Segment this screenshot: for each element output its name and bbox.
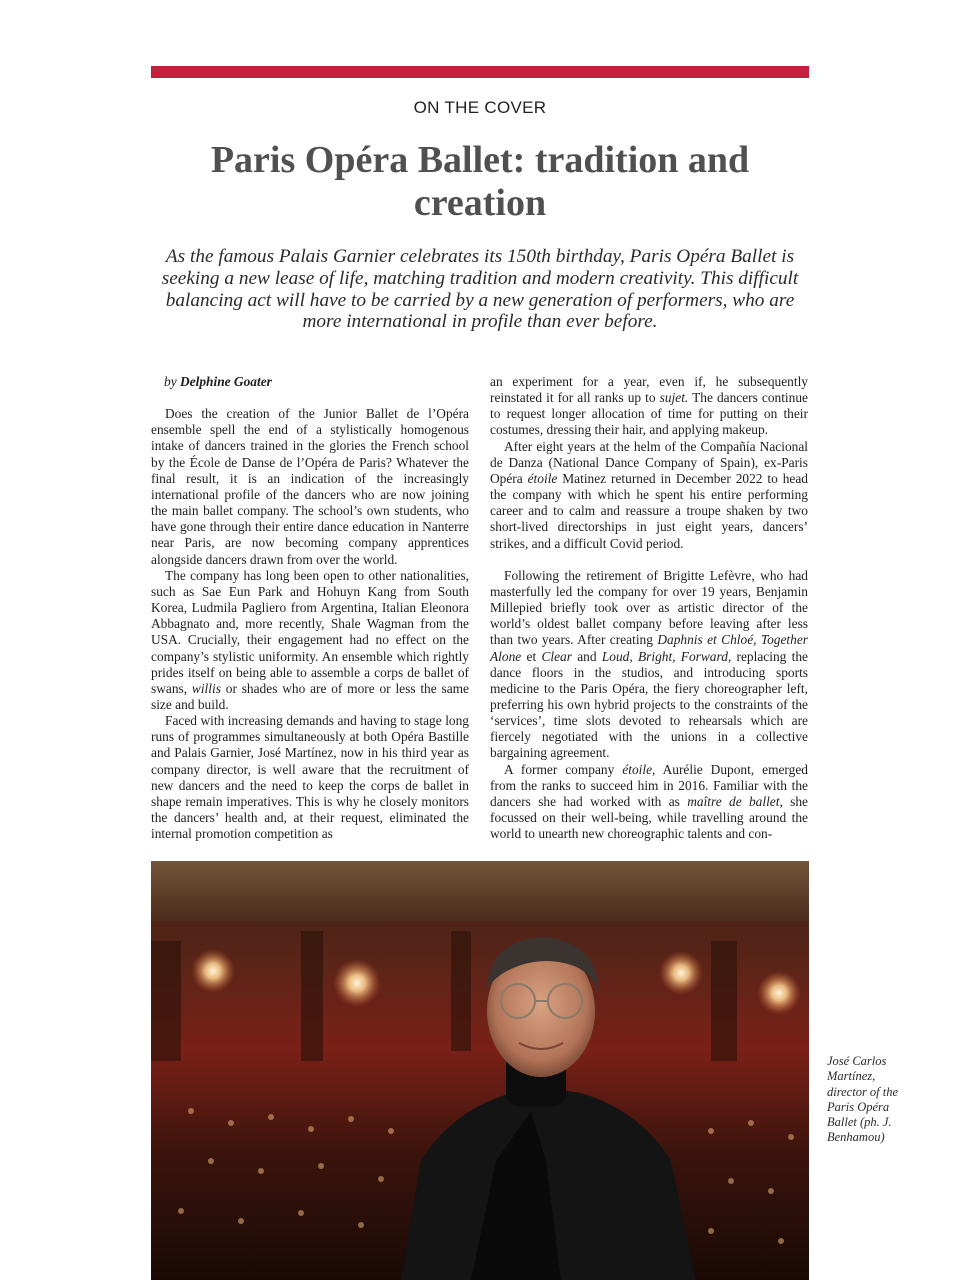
section-rule xyxy=(151,66,809,78)
section-kicker: ON THE COVER xyxy=(413,98,547,117)
article-column-right xyxy=(490,374,808,842)
author-name: Delphine Goater xyxy=(180,374,272,389)
article-headline: Paris Opéra Ballet: tradition and creation xyxy=(210,139,750,224)
portrait-photo-illustration xyxy=(151,861,809,1280)
paragraph: Following the retirement of Brigitte Lefèvre, who had masterfully led the company for over 19 years, Benjamin Millepied briefly took over as artistic director of the world’s oldest ballet company before leaving after less than two years. After creating Daphnis et Chloé, Together Alone et Clear and Loud, Bright, Forward, replacing the dance floors in the studios, and introducing sports medicine to the Paris Opéra, the fiery choreographer left, preferring his own hybrid projects to the constraints of the ‘services’, time slots devoted to rehearsals which are fiercely negotiated with the unions in a collective bargaining agreement. xyxy=(490,567,808,761)
paragraph: Does the creation of the Junior Ballet de l’Opéra ensemble spell the end of a stylistically homogenous intake of dancers trained in the glories the French school by the École de Danse de l’Opéra de Paris? Whatever the final result, it is an indication of the increasingly international profile of the dancers who are now joining the main ballet company. The school’s own students, who have gone through their entire dance education in Nanterre near Paris, are now becoming company apprentices alongside dancers drawn from over the world. xyxy=(151,406,469,567)
paragraph: an experiment for a year, even if, he subsequently reinstated it for all ranks up to sujet. The dancers continue to request longer allocation of time for putting on their costumes, dressing their hair, and applying makeup. xyxy=(490,374,808,438)
article-column-left xyxy=(151,374,469,842)
paragraph: After eight years at the helm of the Compañía Nacional de Danza (National Dance Company of Spain), ex-Paris Opéra étoile Matinez returned in December 2022 to head the company with which he spent his entire performing career and to calm and reassure a troupe shaken by two short-lived directorships in just eight years, dancers’ strikes, and a difficult Covid period. xyxy=(490,438,808,551)
paragraph: A former company étoile, Aurélie Dupont, emerged from the ranks to succeed him in 2016. Familiar with the dancers she had worked with as maître de ballet, she focussed on their well-being, while travelling around the world to unearth new choreographic talents and con- xyxy=(490,761,808,842)
paragraph: The company has long been open to other nationalities, such as Sae Eun Park and Hohuyn Kang from South Korea, Ludmila Pagliero from Argentina, Italian Eleonora Abbagnato and, more recently, Shale Wagman from the USA. Crucially, their engagement had no effect on the company’s stylistic uniformity. An ensemble which rightly prides itself on being able to assemble a corps de ballet of swans, willis or shades who are of more or less the same size and build. xyxy=(151,567,469,712)
article-standfirst: As the famous Palais Garnier celebrates its 150th birthday, Paris Opéra Ballet is seeking a new lease of life, matching tradition and modern creativity. This difficult balancing act will have to be carried by a new generation of performers, who are more international in profile than ever before. xyxy=(161,246,799,333)
cover-photo xyxy=(151,861,809,1280)
photo-caption: José Carlos Martínez, director of the Paris Opéra Ballet (ph. J. Benhamou) xyxy=(827,1054,899,1145)
byline: by Delphine Goater xyxy=(164,374,272,389)
paragraph: Faced with increasing demands and having to stage long runs of programmes simultaneously at both Opéra Bastille and Palais Garnier, José Martínez, now in his third year as company director, is well aware that the recruitment of new dancers and the need to keep the corps de ballet in shape remain imperatives. This is why he closely monitors the dancers’ health and, at their request, eliminated the internal promotion competition as xyxy=(151,713,469,842)
